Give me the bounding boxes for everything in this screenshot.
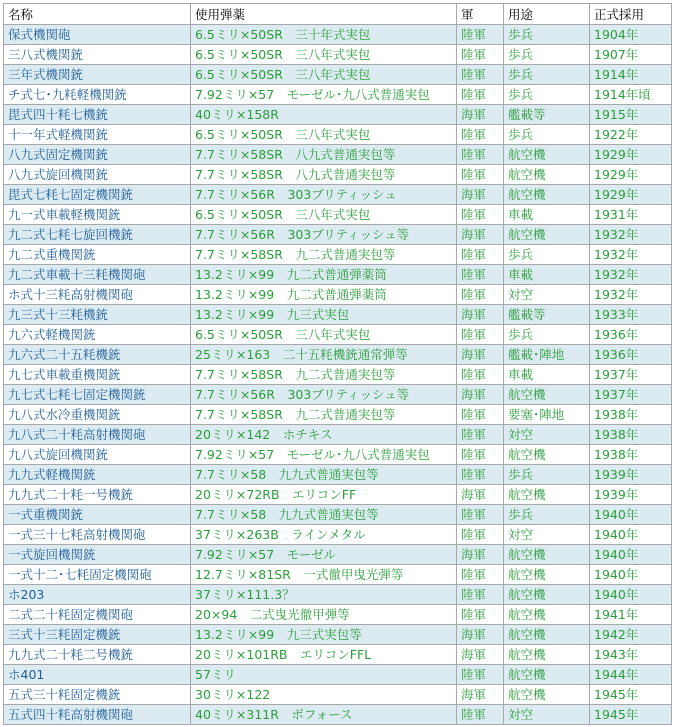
table-row <box>4 685 672 705</box>
cell-use: 航空機 <box>504 585 590 605</box>
cell-adopted: 1945年 <box>590 685 672 705</box>
cell-adopted: 1932年 <box>590 245 672 265</box>
table-row <box>4 265 672 285</box>
cell-ammo: 20ミリ×72RB エリコンFF <box>191 485 457 505</box>
table-row <box>4 25 672 45</box>
cell-adopted: 1938年 <box>590 445 672 465</box>
table-row <box>4 325 672 345</box>
cell-adopted: 1941年 <box>590 605 672 625</box>
table-row <box>4 545 672 565</box>
cell-name: 毘式四十粍七機銃 <box>4 105 191 125</box>
table-row <box>4 285 672 305</box>
cell-adopted: 1938年 <box>590 425 672 445</box>
table-row <box>4 605 672 625</box>
cell-service: 陸軍 <box>457 605 504 625</box>
table-row <box>4 105 672 125</box>
cell-ammo: 7.92ミリ×57 モーゼル･九八式普通実包 <box>191 85 457 105</box>
cell-name: チ式七･九粍軽機関銃 <box>4 85 191 105</box>
cell-ammo: 20ミリ×142 ホチキス <box>191 425 457 445</box>
table-row <box>4 445 672 465</box>
cell-adopted: 1938年 <box>590 405 672 425</box>
table-row <box>4 465 672 485</box>
cell-ammo: 7.7ミリ×58SR 八九式普通実包等 <box>191 145 457 165</box>
cell-ammo: 7.7ミリ×56R 303ブリティッシュ等 <box>191 385 457 405</box>
cell-name: 九七式車載重機関銃 <box>4 365 191 385</box>
cell-use: 歩兵 <box>504 325 590 345</box>
cell-name: 九三式十三粍機銃 <box>4 305 191 325</box>
table-body <box>4 4 672 725</box>
table-row <box>4 245 672 265</box>
cell-ammo: 7.7ミリ×58SR 九二式普通実包等 <box>191 405 457 425</box>
header-cell-ammo: 使用弾薬 <box>191 4 457 25</box>
table-row <box>4 705 672 725</box>
cell-use: 航空機 <box>504 565 590 585</box>
cell-service: 海軍 <box>457 545 504 565</box>
cell-service: 陸軍 <box>457 25 504 45</box>
cell-adopted: 1915年 <box>590 105 672 125</box>
cell-ammo: 12.7ミリ×81SR 一式徹甲曳光弾等 <box>191 565 457 585</box>
cell-adopted: 1939年 <box>590 465 672 485</box>
cell-name: 一式十二･七粍固定機関砲 <box>4 565 191 585</box>
table-row <box>4 665 672 685</box>
header-cell-use: 用途 <box>504 4 590 25</box>
cell-service: 陸軍 <box>457 45 504 65</box>
cell-use: 航空機 <box>504 445 590 465</box>
table-row <box>4 405 672 425</box>
cell-service: 陸軍 <box>457 85 504 105</box>
cell-adopted: 1933年 <box>590 305 672 325</box>
cell-adopted: 1940年 <box>590 585 672 605</box>
cell-adopted: 1929年 <box>590 185 672 205</box>
cell-adopted: 1904年 <box>590 25 672 45</box>
cell-name: 九七式七粍七固定機関銃 <box>4 385 191 405</box>
cell-name: 九八式二十粍高射機関砲 <box>4 425 191 445</box>
cell-service: 海軍 <box>457 645 504 665</box>
cell-ammo: 13.2ミリ×99 九二式普通弾薬筒 <box>191 265 457 285</box>
cell-use: 車載 <box>504 365 590 385</box>
cell-service: 陸軍 <box>457 565 504 585</box>
cell-service: 陸軍 <box>457 325 504 345</box>
cell-adopted: 1922年 <box>590 125 672 145</box>
header-cell-service: 軍 <box>457 4 504 25</box>
cell-name: 保式機関砲 <box>4 25 191 45</box>
cell-ammo: 13.2ミリ×99 九三式実包等 <box>191 625 457 645</box>
cell-use: 車載 <box>504 265 590 285</box>
cell-name: 十一年式軽機関銃 <box>4 125 191 145</box>
cell-use: 対空 <box>504 425 590 445</box>
table-row <box>4 85 672 105</box>
cell-name: 三年式機関銃 <box>4 65 191 85</box>
cell-adopted: 1944年 <box>590 665 672 685</box>
cell-service: 陸軍 <box>457 525 504 545</box>
cell-adopted: 1940年 <box>590 525 672 545</box>
cell-name: ホ203 <box>4 585 191 605</box>
cell-service: 陸軍 <box>457 245 504 265</box>
table-row <box>4 565 672 585</box>
cell-adopted: 1929年 <box>590 145 672 165</box>
cell-ammo: 57ミリ <box>191 665 457 685</box>
cell-service: 陸軍 <box>457 125 504 145</box>
cell-use: 歩兵 <box>504 125 590 145</box>
cell-name: 九二式車載十三粍機関砲 <box>4 265 191 285</box>
cell-ammo: 6.5ミリ×50SR 三八年式実包 <box>191 125 457 145</box>
cell-ammo: 37ミリ×111.3？ <box>191 585 457 605</box>
table-row <box>4 145 672 165</box>
cell-service: 海軍 <box>457 225 504 245</box>
table-row <box>4 165 672 185</box>
cell-adopted: 1945年 <box>590 705 672 725</box>
cell-use: 航空機 <box>504 685 590 705</box>
cell-use: 歩兵 <box>504 85 590 105</box>
cell-ammo: 7.7ミリ×58SR 九二式普通実包等 <box>191 245 457 265</box>
cell-adopted: 1936年 <box>590 325 672 345</box>
cell-use: 航空機 <box>504 605 590 625</box>
cell-adopted: 1932年 <box>590 285 672 305</box>
cell-ammo: 37ミリ×263B ラインメタル <box>191 525 457 545</box>
cell-service: 陸軍 <box>457 285 504 305</box>
cell-use: 航空機 <box>504 645 590 665</box>
cell-ammo: 7.7ミリ×58SR 九二式普通実包等 <box>191 365 457 385</box>
cell-service: 陸軍 <box>457 665 504 685</box>
table-row <box>4 65 672 85</box>
cell-adopted: 1937年 <box>590 385 672 405</box>
table-row <box>4 585 672 605</box>
cell-service: 海軍 <box>457 625 504 645</box>
table-row <box>4 345 672 365</box>
cell-adopted: 1931年 <box>590 205 672 225</box>
cell-name: 九二式七粍七旋回機銃 <box>4 225 191 245</box>
cell-use: 艦載等 <box>504 305 590 325</box>
cell-ammo: 6.5ミリ×50SR 三八年式実包 <box>191 325 457 345</box>
cell-ammo: 7.7ミリ×58SR 八九式普通実包等 <box>191 165 457 185</box>
cell-service: 海軍 <box>457 385 504 405</box>
cell-name: 九二式重機関銃 <box>4 245 191 265</box>
cell-use: 対空 <box>504 705 590 725</box>
cell-use: 歩兵 <box>504 25 590 45</box>
cell-adopted: 1940年 <box>590 505 672 525</box>
cell-adopted: 1914年頃 <box>590 85 672 105</box>
cell-adopted: 1940年 <box>590 565 672 585</box>
cell-use: 対空 <box>504 525 590 545</box>
cell-ammo: 7.7ミリ×56R 303ブリティッシュ <box>191 185 457 205</box>
table-row <box>4 365 672 385</box>
cell-service: 陸軍 <box>457 465 504 485</box>
table-row <box>4 305 672 325</box>
cell-name: ホ式十三粍高射機関砲 <box>4 285 191 305</box>
cell-ammo: 6.5ミリ×50SR 三十年式実包 <box>191 25 457 45</box>
cell-name: 八九式旋回機関銃 <box>4 165 191 185</box>
cell-adopted: 1907年 <box>590 45 672 65</box>
cell-ammo: 6.5ミリ×50SR 三八年式実包 <box>191 205 457 225</box>
cell-service: 陸軍 <box>457 65 504 85</box>
cell-name: 九八式水冷重機関銃 <box>4 405 191 425</box>
cell-use: 航空機 <box>504 185 590 205</box>
cell-adopted: 1936年 <box>590 345 672 365</box>
table-row <box>4 45 672 65</box>
cell-adopted: 1942年 <box>590 625 672 645</box>
cell-adopted: 1937年 <box>590 365 672 385</box>
cell-use: 航空機 <box>504 485 590 505</box>
table-row <box>4 425 672 445</box>
cell-use: 艦載等 <box>504 105 590 125</box>
cell-service: 海軍 <box>457 105 504 125</box>
cell-adopted: 1939年 <box>590 485 672 505</box>
cell-name: 毘式七粍七固定機関銃 <box>4 185 191 205</box>
cell-adopted: 1940年 <box>590 545 672 565</box>
table-row <box>4 505 672 525</box>
table-row <box>4 185 672 205</box>
cell-adopted: 1929年 <box>590 165 672 185</box>
cell-use: 航空機 <box>504 625 590 645</box>
cell-ammo: 25ミリ×163 二十五粍機銃通常弾等 <box>191 345 457 365</box>
table-row <box>4 625 672 645</box>
cell-service: 陸軍 <box>457 425 504 445</box>
cell-use: 航空機 <box>504 665 590 685</box>
cell-service: 陸軍 <box>457 145 504 165</box>
cell-use: 航空機 <box>504 225 590 245</box>
cell-ammo: 7.92ミリ×57 モーゼル <box>191 545 457 565</box>
cell-name: 九六式二十五粍機銃 <box>4 345 191 365</box>
cell-ammo: 20ミリ×101RB エリコンFFL <box>191 645 457 665</box>
cell-use: 歩兵 <box>504 65 590 85</box>
cell-use: 歩兵 <box>504 505 590 525</box>
cell-name: 九九式軽機関銃 <box>4 465 191 485</box>
cell-service: 海軍 <box>457 305 504 325</box>
cell-adopted: 1932年 <box>590 225 672 245</box>
cell-service: 陸軍 <box>457 165 504 185</box>
cell-use: 対空 <box>504 285 590 305</box>
cell-ammo: 13.2ミリ×99 九二式普通弾薬筒 <box>191 285 457 305</box>
cell-ammo: 13.2ミリ×99 九三式実包 <box>191 305 457 325</box>
cell-service: 陸軍 <box>457 205 504 225</box>
cell-service: 海軍 <box>457 685 504 705</box>
cell-name: 一式重機関銃 <box>4 505 191 525</box>
table-row <box>4 525 672 545</box>
cell-name: 五式三十粍固定機銃 <box>4 685 191 705</box>
cell-name: 九九式二十粍二号機銃 <box>4 645 191 665</box>
table-row <box>4 645 672 665</box>
table-row <box>4 225 672 245</box>
cell-ammo: 30ミリ×122 <box>191 685 457 705</box>
cell-name: 一式三十七粍高射機関砲 <box>4 525 191 545</box>
cell-use: 航空機 <box>504 165 590 185</box>
cell-name: 九一式車載軽機関銃 <box>4 205 191 225</box>
header-cell-adopted: 正式採用 <box>590 4 672 25</box>
cell-ammo: 40ミリ×311R ボフォース <box>191 705 457 725</box>
cell-use: 艦載･陣地 <box>504 345 590 365</box>
cell-service: 陸軍 <box>457 265 504 285</box>
cell-name: 三式十三粍固定機銃 <box>4 625 191 645</box>
cell-ammo: 40ミリ×158R <box>191 105 457 125</box>
cell-service: 陸軍 <box>457 445 504 465</box>
cell-adopted: 1914年 <box>590 65 672 85</box>
cell-ammo: 7.92ミリ×57 モーゼル･九八式普通実包 <box>191 445 457 465</box>
cell-use: 航空機 <box>504 145 590 165</box>
cell-name: 九六式軽機関銃 <box>4 325 191 345</box>
cell-service: 陸軍 <box>457 365 504 385</box>
table-row <box>4 125 672 145</box>
cell-ammo: 20×94 二式曳光徹甲弾等 <box>191 605 457 625</box>
cell-name: 三八式機関銃 <box>4 45 191 65</box>
cell-ammo: 7.7ミリ×58 九九式普通実包等 <box>191 505 457 525</box>
cell-use: 歩兵 <box>504 465 590 485</box>
cell-service: 海軍 <box>457 485 504 505</box>
cell-name: 二式二十粍固定機関砲 <box>4 605 191 625</box>
cell-use: 要塞･陣地 <box>504 405 590 425</box>
cell-ammo: 6.5ミリ×50SR 三八年式実包 <box>191 65 457 85</box>
cell-service: 陸軍 <box>457 405 504 425</box>
cell-use: 歩兵 <box>504 45 590 65</box>
header-cell-name: 名称 <box>4 4 191 25</box>
table-row <box>4 485 672 505</box>
cell-use: 車載 <box>504 205 590 225</box>
cell-ammo: 7.7ミリ×56R 303ブリティッシュ等 <box>191 225 457 245</box>
weapons-table <box>3 3 672 725</box>
cell-name: ホ401 <box>4 665 191 685</box>
cell-name: 九八式旋回機関銃 <box>4 445 191 465</box>
cell-ammo: 7.7ミリ×58 九九式普通実包等 <box>191 465 457 485</box>
cell-use: 航空機 <box>504 545 590 565</box>
cell-name: 五式四十粍高射機関砲 <box>4 705 191 725</box>
cell-adopted: 1932年 <box>590 265 672 285</box>
cell-service: 海軍 <box>457 185 504 205</box>
cell-service: 陸軍 <box>457 705 504 725</box>
cell-adopted: 1943年 <box>590 645 672 665</box>
cell-use: 歩兵 <box>504 245 590 265</box>
cell-use: 航空機 <box>504 385 590 405</box>
header-row <box>4 4 672 25</box>
cell-service: 海軍 <box>457 345 504 365</box>
cell-name: 八九式固定機関銃 <box>4 145 191 165</box>
table-row <box>4 385 672 405</box>
cell-name: 一式旋回機関銃 <box>4 545 191 565</box>
cell-service: 陸軍 <box>457 505 504 525</box>
cell-service: 陸軍 <box>457 585 504 605</box>
cell-name: 九九式二十粍一号機銃 <box>4 485 191 505</box>
table-row <box>4 205 672 225</box>
cell-ammo: 6.5ミリ×50SR 三八年式実包 <box>191 45 457 65</box>
